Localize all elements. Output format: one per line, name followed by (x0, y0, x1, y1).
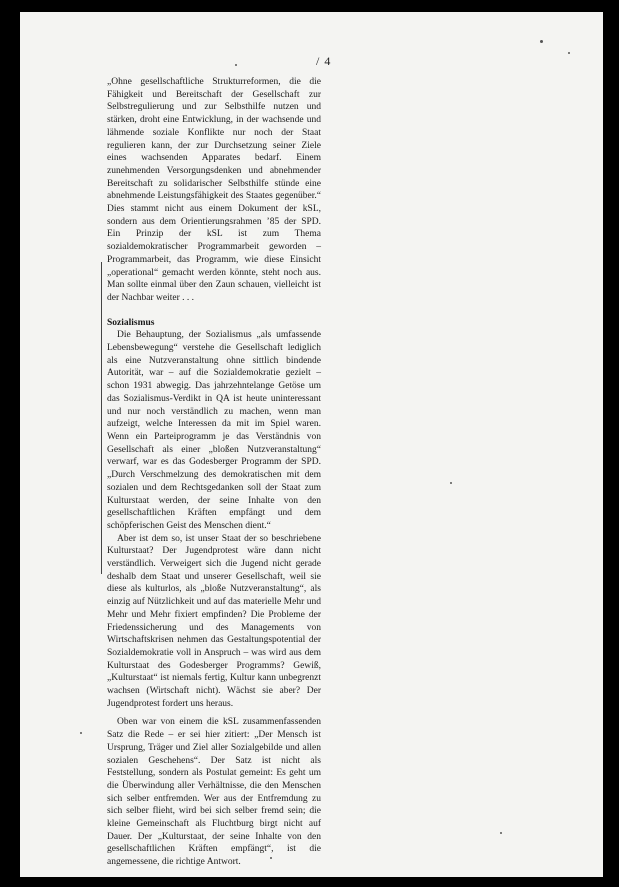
section-heading: Sozialismus (107, 317, 155, 328)
margin-line (101, 262, 102, 574)
scan-speck (270, 857, 272, 859)
paragraph-4: Oben war von einem die kSL zusammenfassenden Satz die Rede – er sei hier zitiert: „Der Mensch ist Ursprung, Träger und Ziel aller Sozialgebilde und allen sozialen Geschehens“. Der Satz ist nicht als Feststellung, sondern als Postulat gemeint: Es geht um die Überwindung aller Verhältnisse, die den Menschen sich selber entfremden. Wer aus der Entfremdung zu sich selber flieht, wird bei sich selber fremd sein; die kleine Gemeinschaft als Fluchtburg birgt nicht auf Dauer. Der „Kulturstaat, der seine Inhalte von den gesellschaftlichen Kräften empfängt“, ist die angemessene, die richtige Antwort. (107, 717, 321, 868)
scan-speck (80, 732, 82, 734)
scan-speck (235, 64, 237, 66)
page-number: / 4 (316, 54, 332, 68)
paragraph-3: Aber ist dem so, ist unser Staat der so beschriebene Kulturstaat? Der Jugendprotest wäre dann nicht verständlich. Verweigert sich die Jugend nicht gerade deshalb dem Staat und unserer Gesellschaft, weil sie diese als kulturlos, als „bloße Nutzveranstaltung“, als einzig auf Nützlichkeit und auf das materielle Mehr und Mehr und Mehr fixiert empfinden? Die Probleme der Friedenssicherung und des Managements von Wirtschaftskrisen nehmen das Gestaltungspotential der Sozialdemokratie voll in Anspruch – was wird aus dem Kulturstaat des Godesberger Programms? Gewiß, „Kulturstaat“ ist niemals fertig, Kultur kann unbegrenzt wachsen (Wirtschaft nicht). Wächst sie aber? Der Jugendprotest fordert uns heraus. (107, 533, 321, 709)
scan-speck (500, 832, 502, 834)
document-page (20, 12, 603, 877)
scan-speck (568, 52, 570, 54)
scan-speck (450, 482, 452, 484)
paragraph-1: „Ohne gesellschaftliche Strukturreformen, die die Fähigkeit und Bereitschaft der Gesellschaft zur Selbstregulierung und zur Selbsthilfe nutzen und stärken, droht eine Entwicklung, in der wachsende und lähmende soziale Konflikte nur noch der Staat regulieren kann, der zur Durchsetzung seiner Ziele eines wachsenden Apparates bedarf. Einem zunehmenden Versorgungsdenken und abnehmender Bereitschaft zu solidarischer Selbsthilfe stünde eine abnehmende Leistungsfähigkeit des Staates gegenüber.“ Dies stammt nicht aus einem Dokument der kSL, sondern aus dem Orientierungsrahmen ’85 der SPD. Ein Prinzip der kSL ist zum Thema sozialdemokratischer Programmarbeit geworden – Programmarbeit, das Programm, wie diese Einsicht „operational“ gemacht werden könnte, steht noch aus. Man sollte einmal über den Zaun schauen, vielleicht ist der Nachbar weiter . . . (107, 77, 321, 303)
scan-speck (540, 40, 543, 43)
text-column (107, 76, 321, 869)
paragraph-2: Die Behauptung, der Sozialismus „als umfassende Lebensbewegung“ verstehe die Gesellschaft lediglich als eine Nutzveranstaltung ohne sittlich bindende Autorität, war – auf die Sozialdemokratie gezielt – schon 1931 abwegig. Das jahrzehntelange Getöse um das Sozialismus-Verdikt in QA ist heute uninteressant und nur noch verständlich zu machen, wenn man aufzeigt, welche Interessen da mit im Spiel waren. Wenn ein Parteiprogramm je das Verständnis von Gesellschaft als einer „bloßen Nutzveranstaltung“ verwarf, war es das Godesberger Programm der SPD. „Durch Verschmelzung des demokratischen mit dem sozialen und dem Rechtsgedanken soll der Staat zum Kulturstaat werden, der seine Inhalte von den gesellschaftlichen Kräften empfängt und dem schöpferischen Geist des Menschen dient.“ (107, 330, 321, 531)
